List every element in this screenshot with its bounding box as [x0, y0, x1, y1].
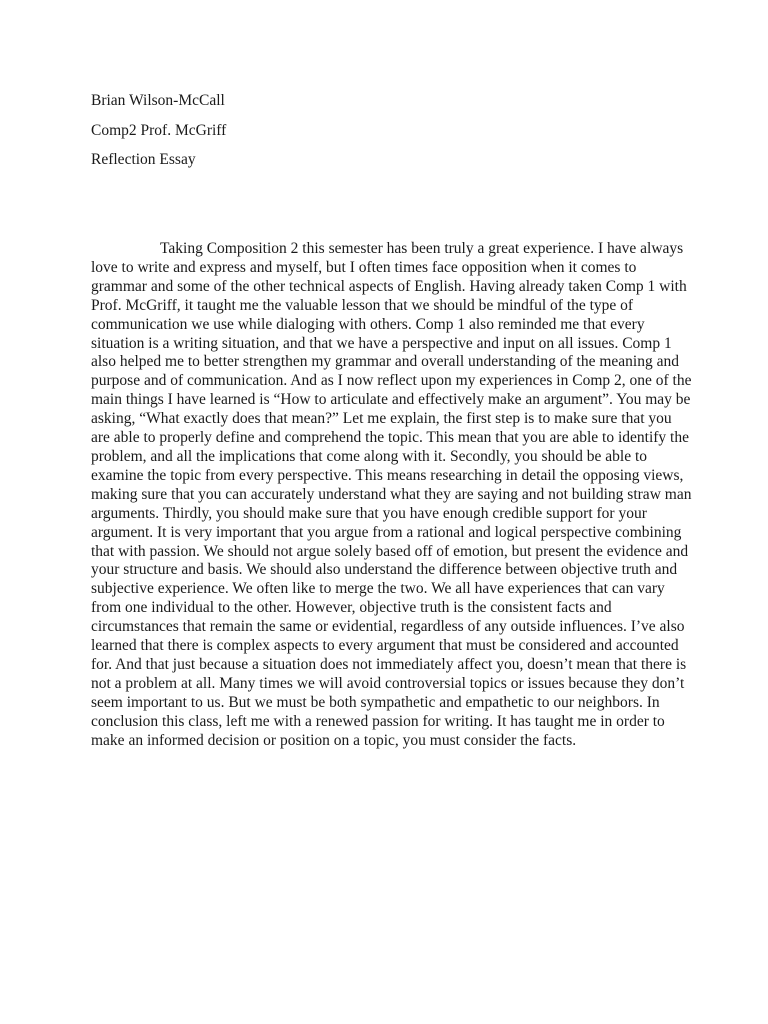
essay-paragraph	[91, 240, 692, 750]
paragraph-line: make an informed decision or position on a topic, you must consider the facts.	[91, 731, 577, 749]
paragraph-line: main things I have learned is “How to articulate and effectively make an argument”. You may be	[91, 391, 691, 409]
paragraph-line: making sure that you can accurately understand what they are saying and not building straw man	[91, 485, 692, 503]
paragraph-line: Taking Composition 2 this semester has been truly a great experience. I have always	[160, 240, 684, 257]
paragraph-line: also helped me to better strengthen my grammar and overall understanding of the meaning and	[91, 353, 679, 371]
paragraph-line: from one individual to the other. However, objective truth is the consistent facts and	[91, 599, 612, 617]
paragraph-line: purpose and of communication. And as I now reflect upon my experiences in Comp 2, one of the	[91, 372, 692, 390]
paragraph-line: love to write and express and myself, but I often times face opposition when it comes to	[91, 258, 637, 276]
paragraph-line: conclusion this class, left me with a renewed passion for writing. It has taught me in order to	[91, 712, 665, 730]
paragraph-line: Prof. McGriff, it taught me the valuable lesson that we should be mindful of the type of	[91, 296, 634, 314]
paragraph-line: subjective experience. We often like to merge the two. We all have experiences that can vary	[91, 580, 665, 598]
paragraph-line: for. And that just because a situation does not immediately affect you, doesn’t mean that there is	[91, 655, 687, 673]
paragraph-line: seem important to us. But we must be both sympathetic and empathetic to our neighbors. In	[91, 693, 660, 711]
course-info: Comp2 Prof. McGriff	[91, 121, 227, 139]
paragraph-line: learned that there is complex aspects to every argument that must be considered and accounted	[91, 637, 679, 655]
paragraph-line: circumstances that remain the same or evidential, regardless of any outside influences. I’ve also	[91, 618, 685, 636]
document-header	[91, 91, 681, 180]
paragraph-line: not a problem at all. Many times we will avoid controversial topics or issues because they don’t	[91, 674, 685, 692]
paragraph-line: argument. It is very important that you argue from a rational and logical perspective combining	[91, 523, 682, 541]
paragraph-line: are able to properly define and comprehend the topic. This mean that you are able to identify the	[91, 429, 689, 447]
author-name: Brian Wilson-McCall	[91, 92, 225, 109]
paragraph-line: your structure and basis. We should also understand the difference between objective truth and	[91, 561, 678, 579]
paragraph-line: examine the topic from every perspective. This means researching in detail the opposing views,	[91, 466, 684, 484]
document-title: Reflection Essay	[91, 151, 196, 168]
paragraph-line: communication we use while dialoging with others. Comp 1 also reminded me that every	[91, 315, 645, 333]
paragraph-line: asking, “What exactly does that mean?” Let me explain, the first step is to make sure that you	[91, 410, 672, 428]
paragraph-line: problem, and all the implications that come along with it. Secondly, you should be able to	[91, 447, 648, 465]
paragraph-line: arguments. Thirdly, you should make sure that you have enough credible support for your	[91, 504, 647, 522]
paragraph-line: situation is a writing situation, and that we have a perspective and input on all issues. Comp 1	[91, 334, 672, 352]
paragraph-line: that with passion. We should not argue solely based off of emotion, but present the evidence and	[91, 542, 689, 560]
paragraph-line: grammar and some of the other technical aspects of English. Having already taken Comp 1 with	[91, 277, 687, 295]
